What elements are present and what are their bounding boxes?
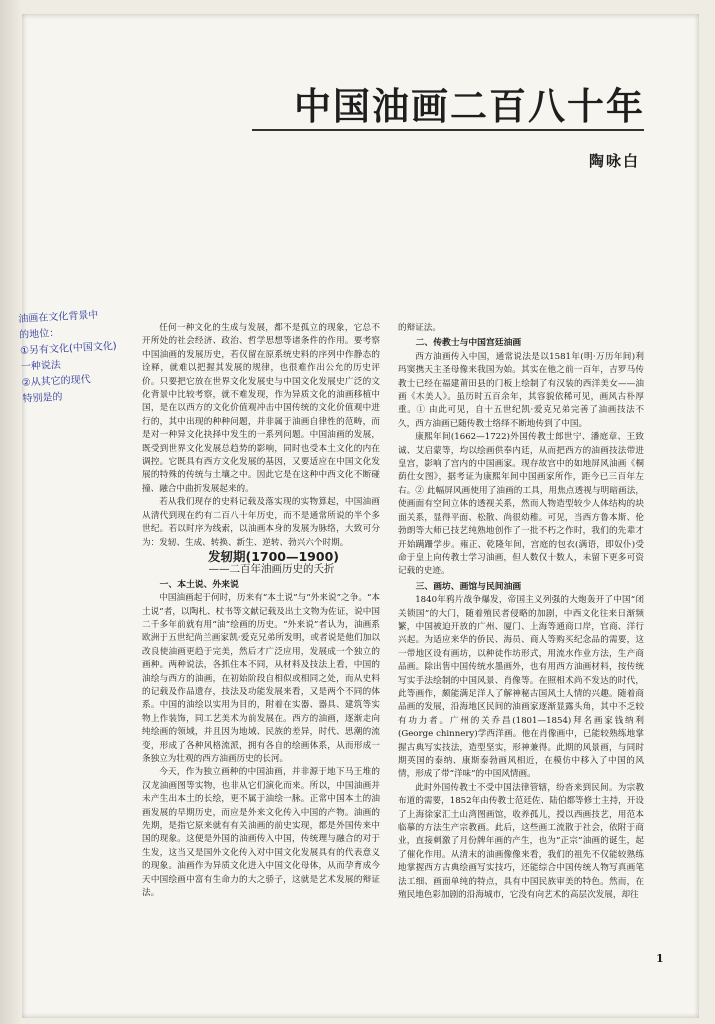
body-paragraph: 康熙年间(1662—1722)外国传教士郎世宁、潘庭章、王致诚、艾启蒙等，均以绘画供奉内廷，从而把西方的油画技法带进皇宫，影响了宫内的中国画家。现存故宫中的如地屏风油画《桐荫仕女图》，据考证为康熙年间中国画家所作，距今已三百年左右。② 此幅屏风画使用了油画的工具，用焦点透视与明暗画法，使画面有空间立体的透视关系，然而人物造型较少人体结构的块面关系，显得平面、松散、尚很幼稚。可见，当西方鲁本斯、伦勃朗等大师已技艺纯熟地创作了一批不朽之作时，我们的先辈才开始蹒跚学步。雍正、乾隆年间，宫庭的包衣(满语，即奴仆)受命于皇上向传教士学习油画，但人数仅十数人，未留下更多可资记载的史迹。 xyxy=(398,432,644,577)
title-rule xyxy=(252,129,644,131)
section-title: 发轫期(1700—1900) xyxy=(207,548,339,564)
intro-paragraph: 任何一种文化的生成与发展，都不是孤立的现象，它总不开所处的社会经济、政治、哲学思想等诸条件的作用。要考察中国油画的发展历史，若仅留在原系统史料的序列中作静态的诠释，就难以把握其发展的规律，也很难作出公允的历史评价。只要把它放在世界文化发展史与中国文化发展史广泛的文化背景中比较考察，就不难发现，作为异质文化的油画移植中国，是在以西方的文化价值观冲击中国传统的文化价值观中进行的，其中出现的种种问题，并非属于油画自律性的范畴，而是对一种异文化抉择中发生的一系列问题。中国油画的发展，既受到世界文化发展总趋势的影响，同时也受本土文化的内在调控。它既具有西方文化发展的基因，又要适应在中国文化发展的特殊的传统与土壤之中。因此它是在这种中西文化不断碰撞、融合中曲折发展起来的。 xyxy=(142,323,380,494)
subsection-heading: 一、本土说、外来说 xyxy=(159,579,239,590)
note-line: 油画在文化背景中 xyxy=(18,309,99,325)
body-paragraph: 西方油画传入中国，通常说法是以1581年(明·万历年间)利玛窦携天主圣母像来我国为始。其实在他之前一百年，吉罗马传教士已经在福建莆田县的门板上绘制了有汉装的西洋美女——油画《木美人》。虽历时五百余年，其容貌依稀可见，画风古朴厚重。① 由此可见，自十五世纪凯·爱克兄弟完善了油画技法不久，西方油画已随传教士络绎不断地传到了中国。 xyxy=(398,351,644,429)
note-line: ②从其它的现代 xyxy=(21,374,91,389)
right-column xyxy=(398,322,644,977)
intro-paragraph: 若从我们现存的史料记载及落实现的实物算起，中国油画从清代到现在约有二百八十年历史，而不是通常所说的半个多世纪。若以时序为线索，以油画本身的发展为脉络，大致可分为：发轫、生成、转换、新生、逆转、勃兴六个时期。 xyxy=(142,497,380,548)
page-number: 1 xyxy=(656,952,664,965)
body-paragraph: 中国油画起于何时，历来有“本土说”与“外来说”之争。“本土说”者，以陶札、杖书等文献记载及出土文物为佐证，说中国二千多年前就有用“油”绘画的历史。“外来说”者认为，油画系欧洲于五世纪尚兰画家凯·爱克兄弟所发明，或者说是他们加以改良使油画更趋于完美，然后才广泛应用，发展成一个独立的画种。两种说法，各抓住本不同，从材料及技法上看，中国的油绘与西方的油画，在初始阶段自相似或相同之处，而从史料的记载及作品遗存，技法及功能发展来看，又是两个不同的体系。中国的油绘以实用为目的，附着在实器、器具、建筑等实物上作装饰，同工艺美术为前发展在。西方的油画，逐渐走向纯绘画的领域，并且因为地域、民族的差异，时代、思潮的流变，形成了各种风格流派，拥有各自的绘画体系，从而形成一条独立为壮观的西方油画历史的长河。 xyxy=(142,593,380,764)
scan-edge xyxy=(0,0,22,1024)
subsection-heading: 三、画坊、画馆与民间油画 xyxy=(415,581,522,592)
left-column xyxy=(142,322,380,962)
note-line: ①另有文化(中国文化) xyxy=(19,340,118,357)
note-line: 特别是的 xyxy=(22,391,63,405)
body-paragraph: 1840年鸦片战争爆发，帝国主义列强的大炮轰开了中国“闭关锁国”的大门，随着殖民者侵略的加剧，中西文化往来日渐频繁，中国被迫开放的广州、厦门、上海等通商口岸，官商、洋行兴起。为适应来华的侨民、海员、商人等购买纪念品的需要，这一带地区设有画坊，以种徒作坊形式，用流水作业方法，生产商品画。除出售中国传统水墨画外，也有用西方油画材料，按传统写实手法绘制的中国风景、肖像等。在照相术尚不发达的时代，此等画作，颇能满足洋人了解神秘古国风土人情的兴趣。随着商品画的发展，沿海地区民间的油画家逐渐显露头角，其中不乏较有功力者。广州的关乔昌(1801—1854)拜名画家钱纳利(George chinnery)学西洋画。他在肖像画中，已能较熟练地掌握古典写实技法，造型坚实，形神兼得。此期的风景画，与同时期英国的泰纳、康斯泰勃画风相近，在模仿中移入了中国的风情，形成了带“洋味”的中国风情画。 xyxy=(398,595,644,780)
body-paragraph: 此时外国传教士不受中国法律管辖，纷沓来到民间。为宗教布道的需要，1852年由传教士范廷佐、陆伯都等修士主持，开设了上海徐家汇土山湾图画馆，收养孤儿，授以西画技艺，用范本临摹的方法生产宗教画。此后，这些画工流散于社会，依附于商业，直接刺激了月份牌年画的产生，也为“正宗”油画的诞生，起了催化作用。从清末的油画像像来看，我们的祖先不仅能较熟练地掌握西方古典绘画写实技巧，还能综合中国传统人物写真画笔法工细、画面单纯的特点，具有中国民族审美的特色。然而，在殖民地色彩加剧的沿海城市，它没有向艺术的高层次发展，却往 xyxy=(398,782,644,901)
note-line: 一种说法 xyxy=(20,359,62,373)
note-line: 的地位： xyxy=(18,327,60,341)
handwritten-note xyxy=(18,306,143,408)
author-name: 陶咏白 xyxy=(588,152,640,170)
intro-tail: 的辩证法。 xyxy=(398,323,441,333)
article-title: 中国油画二百八十年 xyxy=(294,85,645,128)
body-paragraph: 今天，作为独立画种的中国油画，并非源于地下马王堆的汉龙油画图等实物，也非从它们演化而来。所以，中国油画并未产生出本土的长绘，更不属于油绘一脉。正常中国本土的油画发展的早期历史，而应是外来文化传入中国的产物。油画的先期，是指它原来就有有关油画的前史实现，都是外国传来中国的现象。这便是外国的油画传入中国，传统理与融合的对于生发，这当又是国外文化传入对中国文化发展具有的代表意义的现象。油画作为异质文化进入中国文化母体，从而孕育成今天中国绘画中富有生命力的大之骄子，这就是艺术发展的辩证法。 xyxy=(142,767,380,899)
subsection-heading: 二、传教士与中国宫廷油画 xyxy=(415,338,522,349)
section-subtitle: ——二百年油画历史的夭折 xyxy=(208,563,335,576)
